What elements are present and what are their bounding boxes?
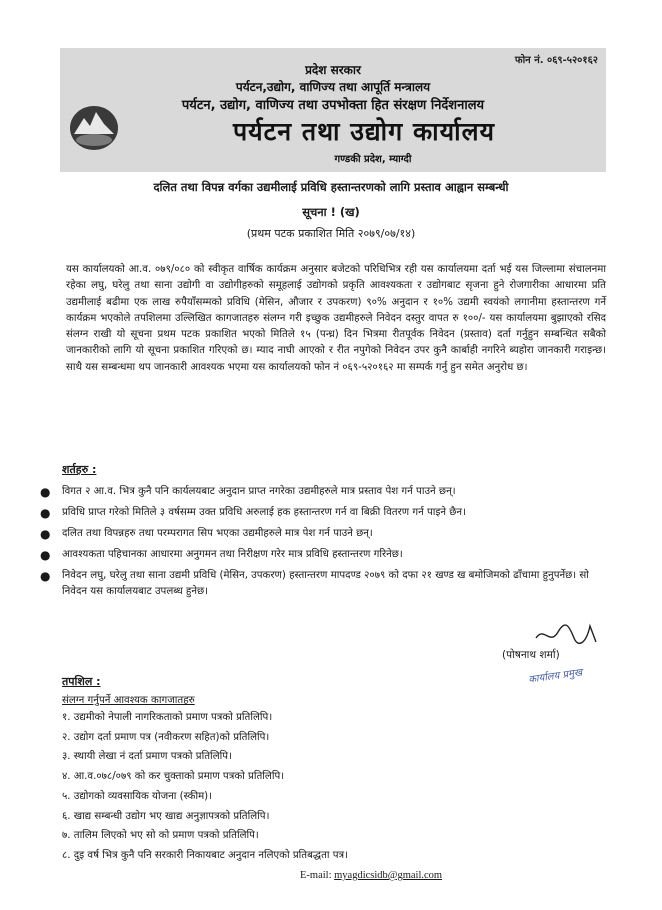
- doc-item: ४. आ.व.०७८/०७९ को कर चुक्ताको प्रमाण पत्रको प्रतिलिपि।: [62, 771, 285, 783]
- condition-item: [40, 505, 610, 521]
- signer-title: कार्यालय प्रमुख: [527, 667, 583, 686]
- doc-item: १. उद्यमीको नेपाली नागरिकताको प्रमाण पत्रको प्रतिलिपि।: [62, 712, 273, 723]
- bullet-icon: ●: [40, 569, 51, 583]
- ministry-name: पर्यटन,उद्योग, वाणिज्य तथा आपूर्ति मन्त्रालय: [235, 80, 431, 94]
- doc-item: २. उद्योग दर्ता प्रमाण पत्र (नवीकरण सहित)को प्रतिलिपि।: [62, 731, 270, 743]
- bullet-icon: ●: [40, 548, 51, 562]
- condition-text: दलित तथा विपन्नहरु तथा परम्परागत सिप भएका उद्यमीहरुले मात्र पेश गर्न पाउने छन्।: [62, 528, 373, 539]
- bullet-icon: ●: [40, 527, 51, 541]
- email-address[interactable]: myagdicsidb@gmail.com: [334, 870, 443, 881]
- province-government: प्रदेश सरकार: [305, 63, 361, 77]
- condition-text: प्रविधि प्राप्त गरेको मितिले ३ वर्षसम्म उक्त प्रविधि अरुलाई हक हस्तान्तरण गर्न वा बिक्री वितरण गर्न पाइने छैन।: [62, 507, 466, 518]
- letterhead: [60, 48, 606, 172]
- doc-item: ८. दुइ वर्ष भित्र कुनै पनि सरकारी निकायबाट अनुदान नलिएको प्रतिबद्धता पत्र।: [62, 849, 349, 861]
- directorate-name: पर्यटन, उद्योग, वाणिज्य तथा उपभोक्ता हित संरक्षण निर्देशनालय: [181, 98, 485, 113]
- notice-subtitle: सूचना ! (ख): [302, 205, 360, 219]
- condition-text: निवेदन लघु, घरेलु तथा साना उद्यमी प्रविधि (मेसिन, उपकरण) हस्तान्तरण मापदण्ड २०७९ को दफा २१ खण्ड ख बमोजिमको ढाँचामा हुनुपर्नेछ। सो निवेदन यस कार्यालयबाट उपलब्ध हुनेछ।: [62, 570, 589, 597]
- doc-item: ३. स्थायी लेखा नं दर्ता प्रमाण पत्रको प्रतिलिपि।: [62, 751, 232, 763]
- bullet-icon: ●: [40, 485, 51, 499]
- publish-date: (प्रथम पटक प्रकाशित मिति २०७९/०७/१४): [246, 227, 416, 240]
- signer-name: (पोषनाथ शर्मा): [502, 649, 560, 661]
- office-name: पर्यटन तथा उद्योग कार्यालय: [232, 117, 496, 146]
- condition-item: [40, 547, 610, 563]
- doc-item: ५. उद्योगको व्यवसायिक योजना (स्कीम)।: [62, 790, 213, 802]
- annex-heading: तपशिल :: [62, 675, 101, 688]
- notice-title: दलित तथा विपन्न वर्गका उद्यमीलाई प्रविधि हस्तान्तरणको लागि प्रस्ताव आह्वान सम्बन्धी: [153, 180, 509, 194]
- bullet-icon: ●: [40, 506, 51, 520]
- nepal-emblem-icon: [66, 100, 122, 152]
- conditions-heading: शर्तहरु :: [62, 463, 97, 476]
- notice-body: यस कार्यालयको आ.व. ०७९/०८० को स्वीकृत वार्षिक कार्यक्रम अनुसार बजेटको परिधिभित्र रही यस कार्यालयमा दर्ता भई यस जिल्लामा संचालनमा रहेका लघु, घरेलु तथा साना उद्योगी वा उद्योगीहरुको समूहलाई उद्योगको प्रकृति आवश्यकता र उद्योगबाट सृजना हुने रोजगारीका आधारमा प्रति उद्यमीलाई बढीमा एक लाख रुपैयाँसम्मको प्रविधि (मेसिन, औजार र उपकरण) ९०% अनुदान र १०% उद्यमी स्वयंको लगानीमा हस्तान्तरण गर्ने कार्यक्रम भएकोले तपशिलमा उल्लिखित कागजातहरु संलग्न गरी इच्छुक उद्यमीहरुले निवेदन दस्तुर वापत रु १००/- यस कार्यालयमा बुझाएको रसिद संलग्न राखी यो सूचना प्रथम पटक प्रकाशित भएको मितिले १५ (पन्ध्र) दिन भित्रमा रीतपूर्वक निवेदन (प्रस्ताव) दर्ता गर्नुहुन सम्बन्धित सबैको जानकारीको लागि यो सूचना प्रकाशित गरिएको छ। म्याद नाघी आएको र रीत नपुगेको निवेदन उपर कुनै कार्बाही नगरिने ब्यहोरा जानकारी गराइन्छ। साथै यस सम्बन्धमा थप जानकारी आवश्यक भएमा यस कार्यालयको फोन नं ०६९-५२०१६२ मा सम्पर्क गर्नु हुन समेत अनुरोध छ।: [66, 264, 606, 373]
- docs-heading: संलग्न गर्नुपर्ने आवश्यक कागजातहरु: [62, 695, 195, 706]
- office-location: गण्डकी प्रदेश, म्याग्दी: [334, 154, 412, 165]
- required-docs-list: [62, 708, 602, 866]
- condition-item: [40, 484, 610, 500]
- condition-text: विगत २ आ.व. भित्र कुनै पनि कार्यलयबाट अनुदान प्राप्त नगरेका उद्यमीहरुले मात्र प्रस्ताव पेश गर्न पाउने छन्।: [62, 486, 456, 497]
- doc-item: ६. खाद्य सम्बन्धी उद्योग भए खाद्य अनुज्ञापत्रको प्रतिलिपि।: [62, 810, 270, 822]
- doc-item: ७. तालिम लिएको भए सो को प्रमाण पत्रको प्रतिलिपि।: [62, 830, 259, 842]
- footer-email: [300, 870, 442, 881]
- condition-text: आवश्यकता पहिचानका आधारमा अनुगमन तथा निरीक्षण गरेर मात्र प्रविधि हस्तान्तरण गरिनेछ।: [62, 549, 403, 560]
- condition-item: [40, 526, 610, 542]
- condition-item: [40, 568, 610, 600]
- conditions-list: [40, 484, 610, 605]
- email-label: E-mail:: [300, 870, 332, 881]
- office-phone: फोन नं. ०६९-५२०१६२: [514, 55, 598, 66]
